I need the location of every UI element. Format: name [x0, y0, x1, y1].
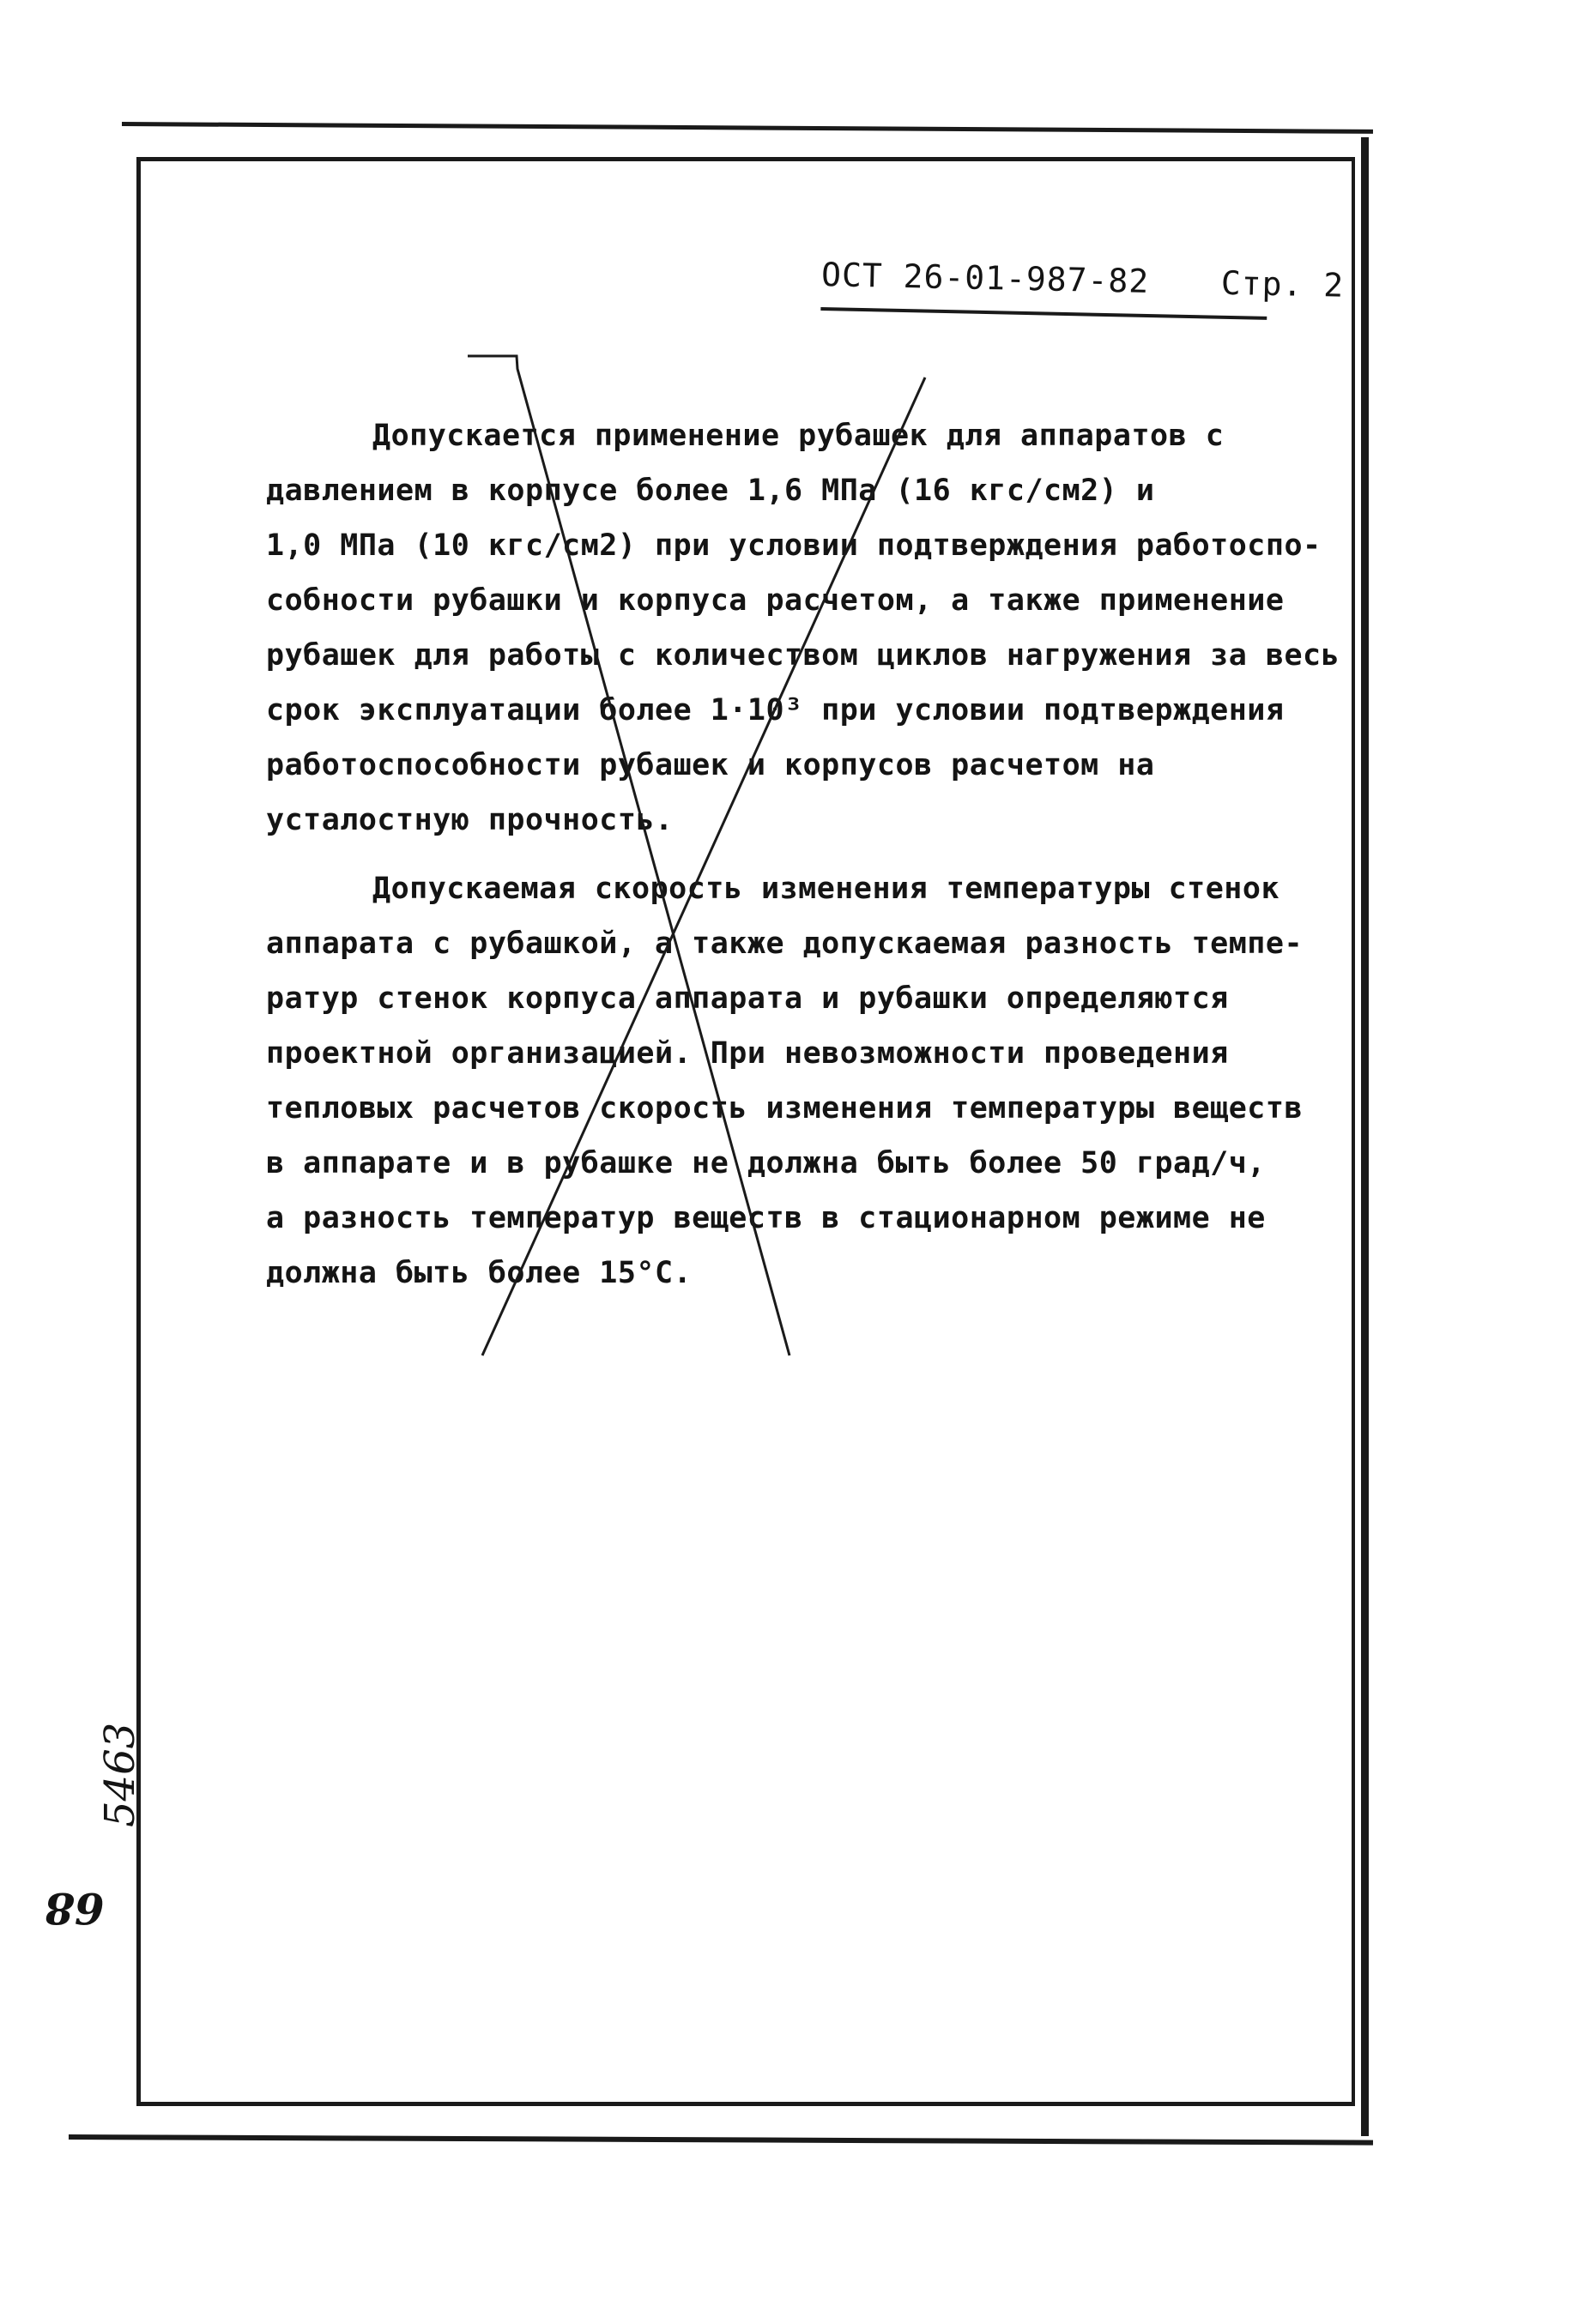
text-line: давлением в корпусе более 1,6 МПа (16 кгс/см2) и [266, 474, 1155, 508]
text-line: собности рубашки и корпуса расчетом, а также применение [266, 583, 1285, 618]
text-line: Допускаемая скорость изменения температуры стенок [372, 872, 1280, 906]
text-line: тепловых расчетов скорость изменения температуры веществ [266, 1091, 1304, 1126]
text-line: ратур стенок корпуса аппарата и рубашки определяются [266, 981, 1229, 1016]
page-label: Стр. 2 [1220, 263, 1345, 305]
paragraph-1 [266, 408, 1340, 848]
sheet-number: 68 [45, 1883, 105, 1934]
text-line: Допускается применение рубашек для аппаратов с [372, 419, 1225, 453]
frame-bottom-line [69, 2134, 1373, 2146]
text-line: работоспособности рубашек и корпусов расчетом на [266, 748, 1155, 782]
frame-top-line [122, 122, 1373, 134]
archive-number: 5463 [96, 1722, 144, 1827]
standard-code: ОСТ 26-01-987-82 [820, 256, 1150, 300]
paragraph-2 [266, 861, 1304, 1301]
text-line: должна быть более 15°С. [266, 1256, 693, 1290]
text-line: усталостную прочность. [266, 803, 674, 837]
text-line: в аппарате и в рубашке не должна быть более 50 град/ч, [266, 1146, 1266, 1180]
text-line: аппарата с рубашкой, а также допускаемая разность темпе- [266, 927, 1304, 961]
text-line: рубашек для работы с количеством циклов нагружения за весь [266, 638, 1340, 673]
text-line: проектной организацией. При невозможности проведения [266, 1036, 1229, 1071]
text-line: а разность температур веществ в стационарном режиме не [266, 1201, 1266, 1235]
text-line: срок эксплуатации более 1·10³ при условии подтверждения [266, 693, 1285, 727]
frame-right-line [1361, 137, 1369, 2136]
text-line: 1,0 МПа (10 кгс/см2) при условии подтверждения работоспо- [266, 528, 1322, 563]
document-header [820, 256, 1345, 320]
